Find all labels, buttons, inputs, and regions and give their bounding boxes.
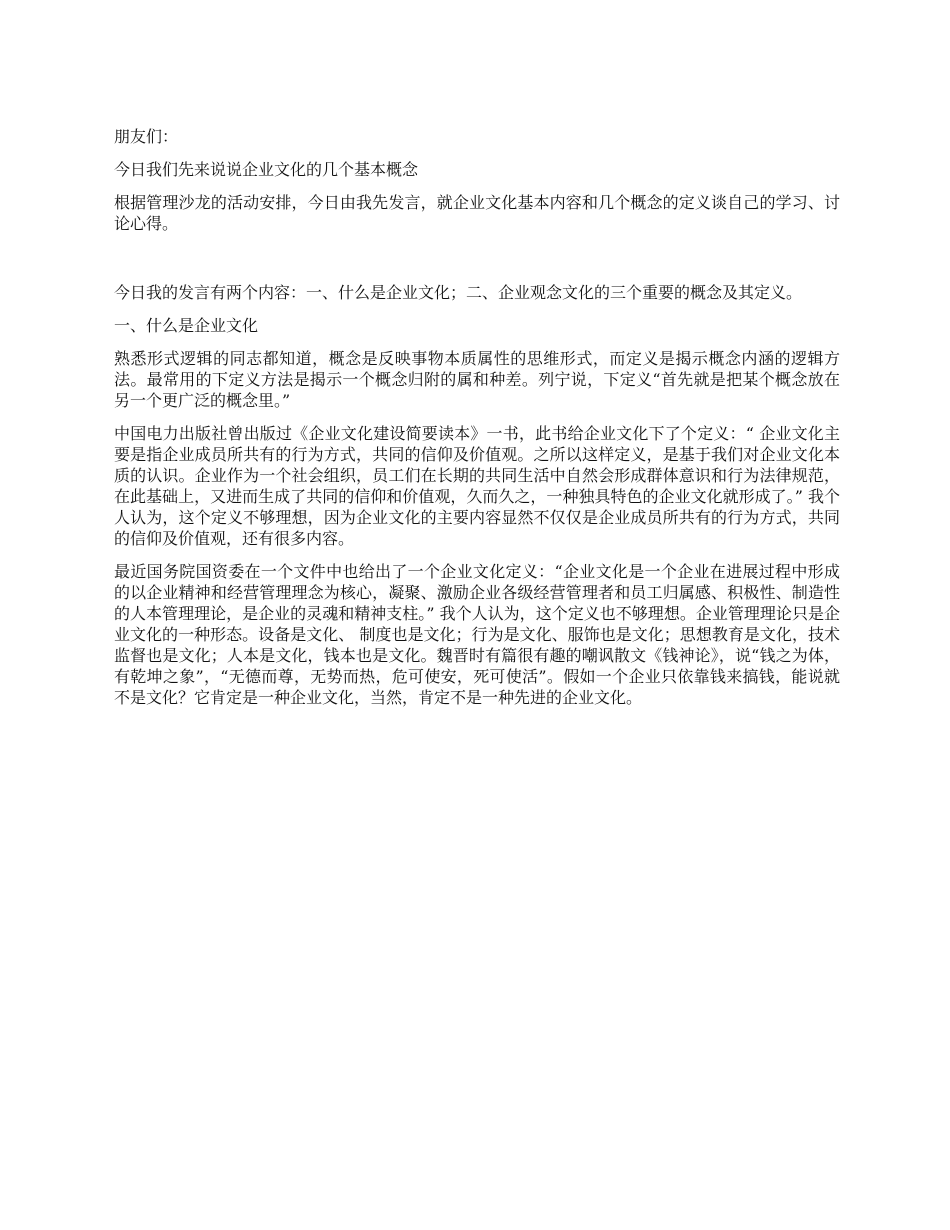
salutation: 朋友们： [114, 127, 179, 146]
intro-line: 今日我们先来说说企业文化的几个基本概念 [114, 160, 419, 179]
section-heading: 一、什么是企业文化 [114, 316, 259, 335]
document-page [114, 126, 840, 720]
paragraph-sasac-definition: 最近国务院国资委在一个文件中也给出了一个企业文化定义：“企业文化是一个企业在进展过程中形成的以企业精神和经营管理理念为核心，凝聚、激励企业各级经营管理者和员工归属感、积极性、制造性的人本管理理论，是企业的灵魂和精神支柱。” 我个人认为，这个定义也不够理想。企业管理理论只是企业文化的一种形态。设备是文化、 制度也是文化；行为是文化、服饰也是文化；思想教育是文化，技术监督也是文化；人本是文化，钱本也是文化。魏晋时有篇很有趣的嘲讽散文《钱神论》，说“钱之为体，有乾坤之象”，“无德而尊，无势而热，危可使安，死可使活”。假如一个企业只依靠钱来搞钱，能说就不是文化？它肯定是一种企业文化，当然，肯定不是一种先进的企业文化。 [114, 562, 840, 707]
paragraph-logic-definition: 熟悉形式逻辑的同志都知道，概念是反映事物本质属性的思维形式，而定义是揭示概念内涵的逻辑方法。最常用的下定义方法是揭示一个概念归附的属和种差。列宁说，下定义“首先就是把某个概念放在另一个更广泛的概念里。” [114, 349, 840, 410]
paragraph-background: 根据管理沙龙的活动安排，今日由我先发言，就企业文化基本内容和几个概念的定义谈自己的学习、讨论心得。 [114, 193, 840, 233]
paragraph-book-definition: 中国电力出版社曾出版过《企业文化建设简要读本》一书，此书给企业文化下了个定义：“ 企业文化主要是指企业成员所共有的行为方式，共同的信仰及价值观。之所以这样定义，是基于我们对企业文化本质的认识。企业作为一个社会组织，员工们在长期的共同生活中自然会形成群体意识和行为法律规范，在此基础上，又进而生成了共同的信仰和价值观，久而久之，一种独具特色的企业文化就形成了。” 我个人认为，这个定义不够理想，因为企业文化的主要内容显然不仅仅是企业成员所共有的行为方式，共同的信仰及价值观，还有很多内容。 [114, 424, 840, 548]
paragraph-outline: 今日我的发言有两个内容：一、什么是企业文化；二、企业观念文化的三个重要的概念及其定义。 [114, 283, 803, 302]
